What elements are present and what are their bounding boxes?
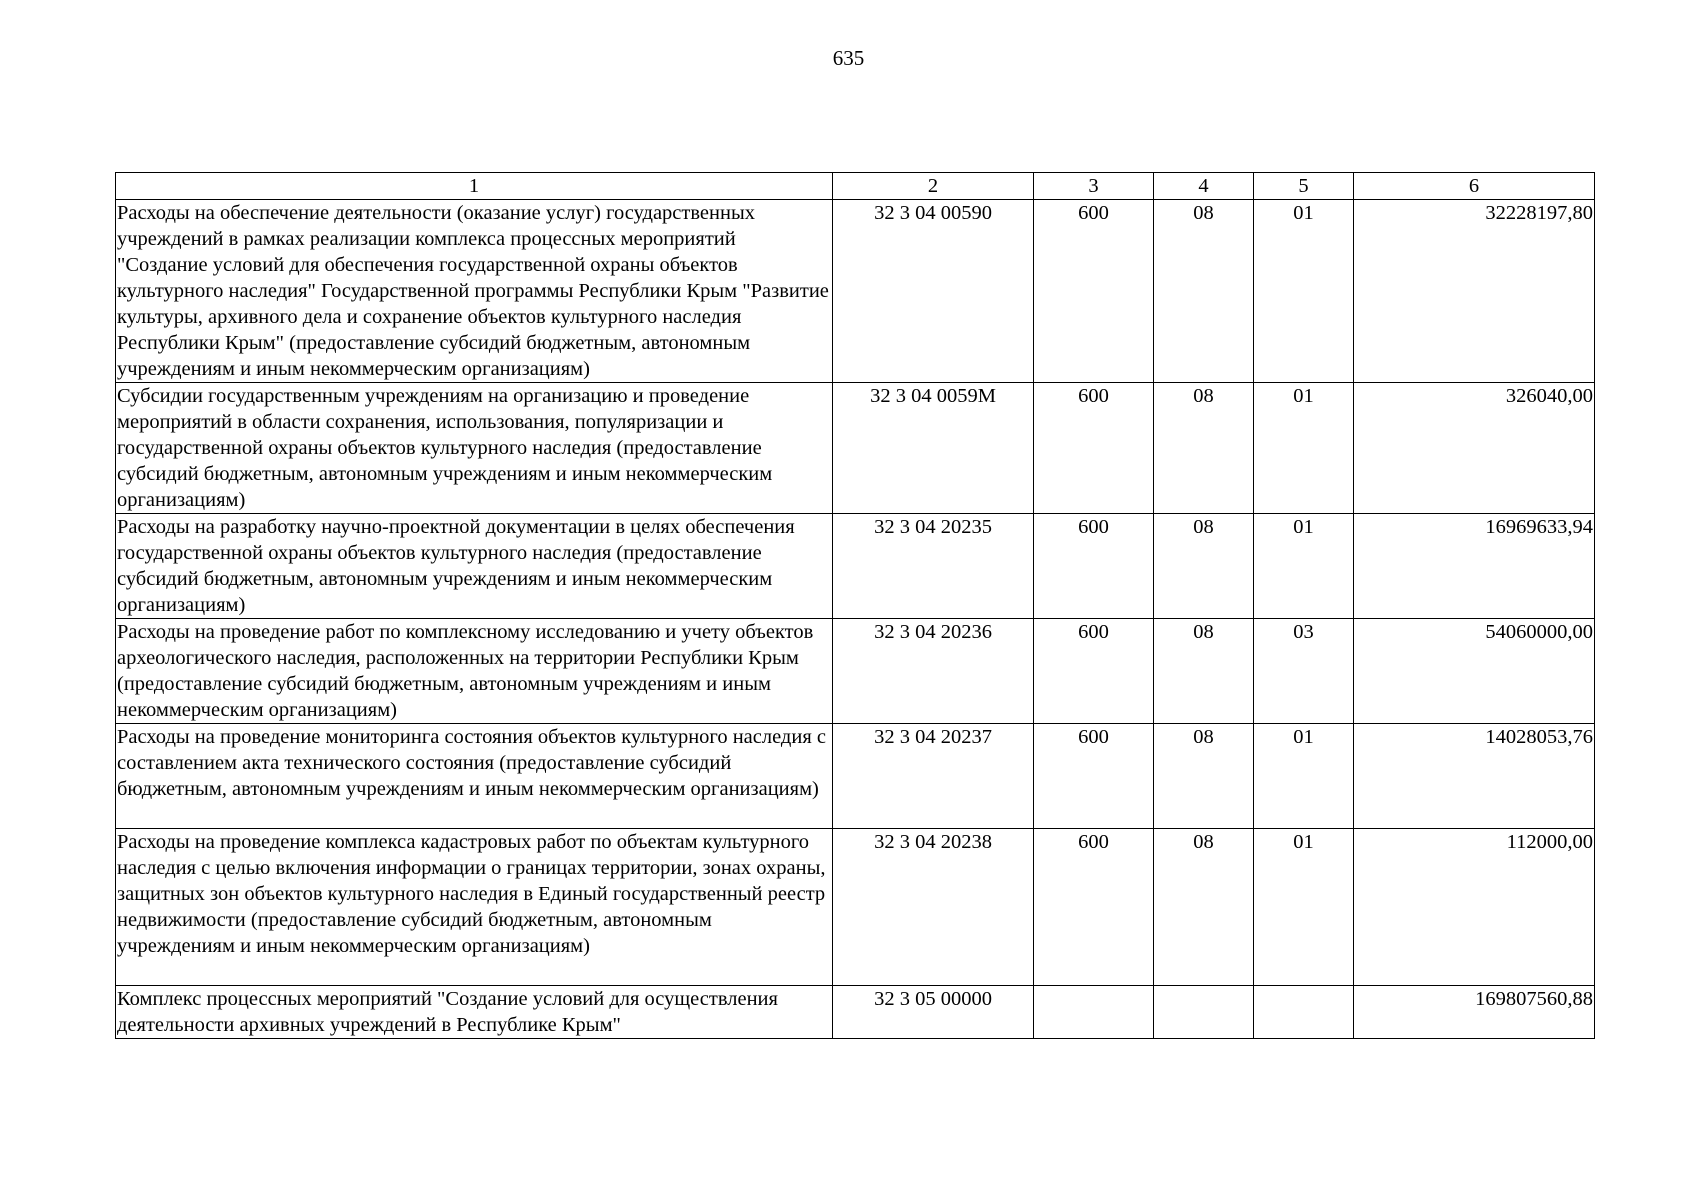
- row-amount: 326040,00: [1354, 383, 1595, 514]
- row-col5: 01: [1254, 200, 1354, 383]
- column-header: 2: [833, 173, 1034, 200]
- row-amount: 54060000,00: [1354, 619, 1595, 724]
- row-code: 32 3 04 0059М: [833, 383, 1034, 514]
- row-code: 32 3 04 20238: [833, 829, 1034, 986]
- column-header: 4: [1154, 173, 1254, 200]
- row-col3: 600: [1034, 829, 1154, 986]
- row-amount: 169807560,88: [1354, 986, 1595, 1039]
- row-code: 32 3 05 00000: [833, 986, 1034, 1039]
- row-col5: [1254, 986, 1354, 1039]
- row-col3: 600: [1034, 619, 1154, 724]
- row-col4: 08: [1154, 619, 1254, 724]
- budget-table: [115, 172, 1595, 1039]
- row-col3: 600: [1034, 200, 1154, 383]
- row-col5: 01: [1254, 724, 1354, 829]
- row-col4: 08: [1154, 383, 1254, 514]
- row-col4: [1154, 986, 1254, 1039]
- row-col3: 600: [1034, 383, 1154, 514]
- column-header: 5: [1254, 173, 1354, 200]
- table-row: [116, 383, 1595, 514]
- row-description: Комплекс процессных мероприятий "Создание условий для осуществления деятельности архивных учреждений в Республике Крым": [116, 986, 833, 1039]
- page-number: 635: [832, 46, 865, 70]
- table-row: [116, 986, 1595, 1039]
- row-col5: 01: [1254, 383, 1354, 514]
- row-col4: 08: [1154, 514, 1254, 619]
- row-description: Расходы на проведение комплекса кадастровых работ по объектам культурного наследия с целью включения информации о границах территории, зонах охраны, защитных зон объектов культурного наследия в Единый государственный реестр недвижимости (предоставление субсидий бюджетным, автономным учреждениям и иным некоммерческим организациям): [116, 829, 833, 986]
- row-code: 32 3 04 20236: [833, 619, 1034, 724]
- row-amount: 112000,00: [1354, 829, 1595, 986]
- row-description: Расходы на проведение мониторинга состояния объектов культурного наследия с составлением акта технического состояния (предоставление субсидий бюджетным, автономным учреждениям и иным некоммерческим организациям): [116, 724, 833, 829]
- table-row: [116, 619, 1595, 724]
- row-code: 32 3 04 00590: [833, 200, 1034, 383]
- row-amount: 16969633,94: [1354, 514, 1595, 619]
- column-header: 3: [1034, 173, 1154, 200]
- table-row: [116, 829, 1595, 986]
- row-col5: 01: [1254, 829, 1354, 986]
- column-header: 6: [1354, 173, 1595, 200]
- row-amount: 14028053,76: [1354, 724, 1595, 829]
- row-code: 32 3 04 20237: [833, 724, 1034, 829]
- row-col5: 03: [1254, 619, 1354, 724]
- row-col3: 600: [1034, 724, 1154, 829]
- row-description: Субсидии государственным учреждениям на организацию и проведение мероприятий в области сохранения, использования, популяризации и государственной охраны объектов культурного наследия (предоставление субсидий бюджетным, автономным учреждениям и иным некоммерческим организациям): [116, 383, 833, 514]
- row-description: Расходы на разработку научно-проектной документации в целях обеспечения государственной охраны объектов культурного наследия (предоставление субсидий бюджетным, автономным учреждениям и иным некоммерческим организациям): [116, 514, 833, 619]
- row-description: Расходы на обеспечение деятельности (оказание услуг) государственных учреждений в рамках реализации комплекса процессных мероприятий "Создание условий для обеспечения государственной охраны объектов культурного наследия" Государственной программы Республики Крым "Развитие культуры, архивного дела и сохранение объектов культурного наследия Республики Крым" (предоставление субсидий бюджетным, автономным учреждениям и иным некоммерческим организациям): [116, 200, 833, 383]
- row-col3: 600: [1034, 514, 1154, 619]
- row-col5: 01: [1254, 514, 1354, 619]
- header-row: [116, 173, 1595, 200]
- table-row: [116, 514, 1595, 619]
- row-col4: 08: [1154, 724, 1254, 829]
- table-row: [116, 200, 1595, 383]
- row-description: Расходы на проведение работ по комплексному исследованию и учету объектов археологического наследия, расположенных на территории Республики Крым (предоставление субсидий бюджетным, автономным учреждениям и иным некоммерческим организациям): [116, 619, 833, 724]
- row-col4: 08: [1154, 200, 1254, 383]
- row-col3: [1034, 986, 1154, 1039]
- row-code: 32 3 04 20235: [833, 514, 1034, 619]
- row-amount: 32228197,80: [1354, 200, 1595, 383]
- column-header: 1: [116, 173, 833, 200]
- table-row: [116, 724, 1595, 829]
- row-col4: 08: [1154, 829, 1254, 986]
